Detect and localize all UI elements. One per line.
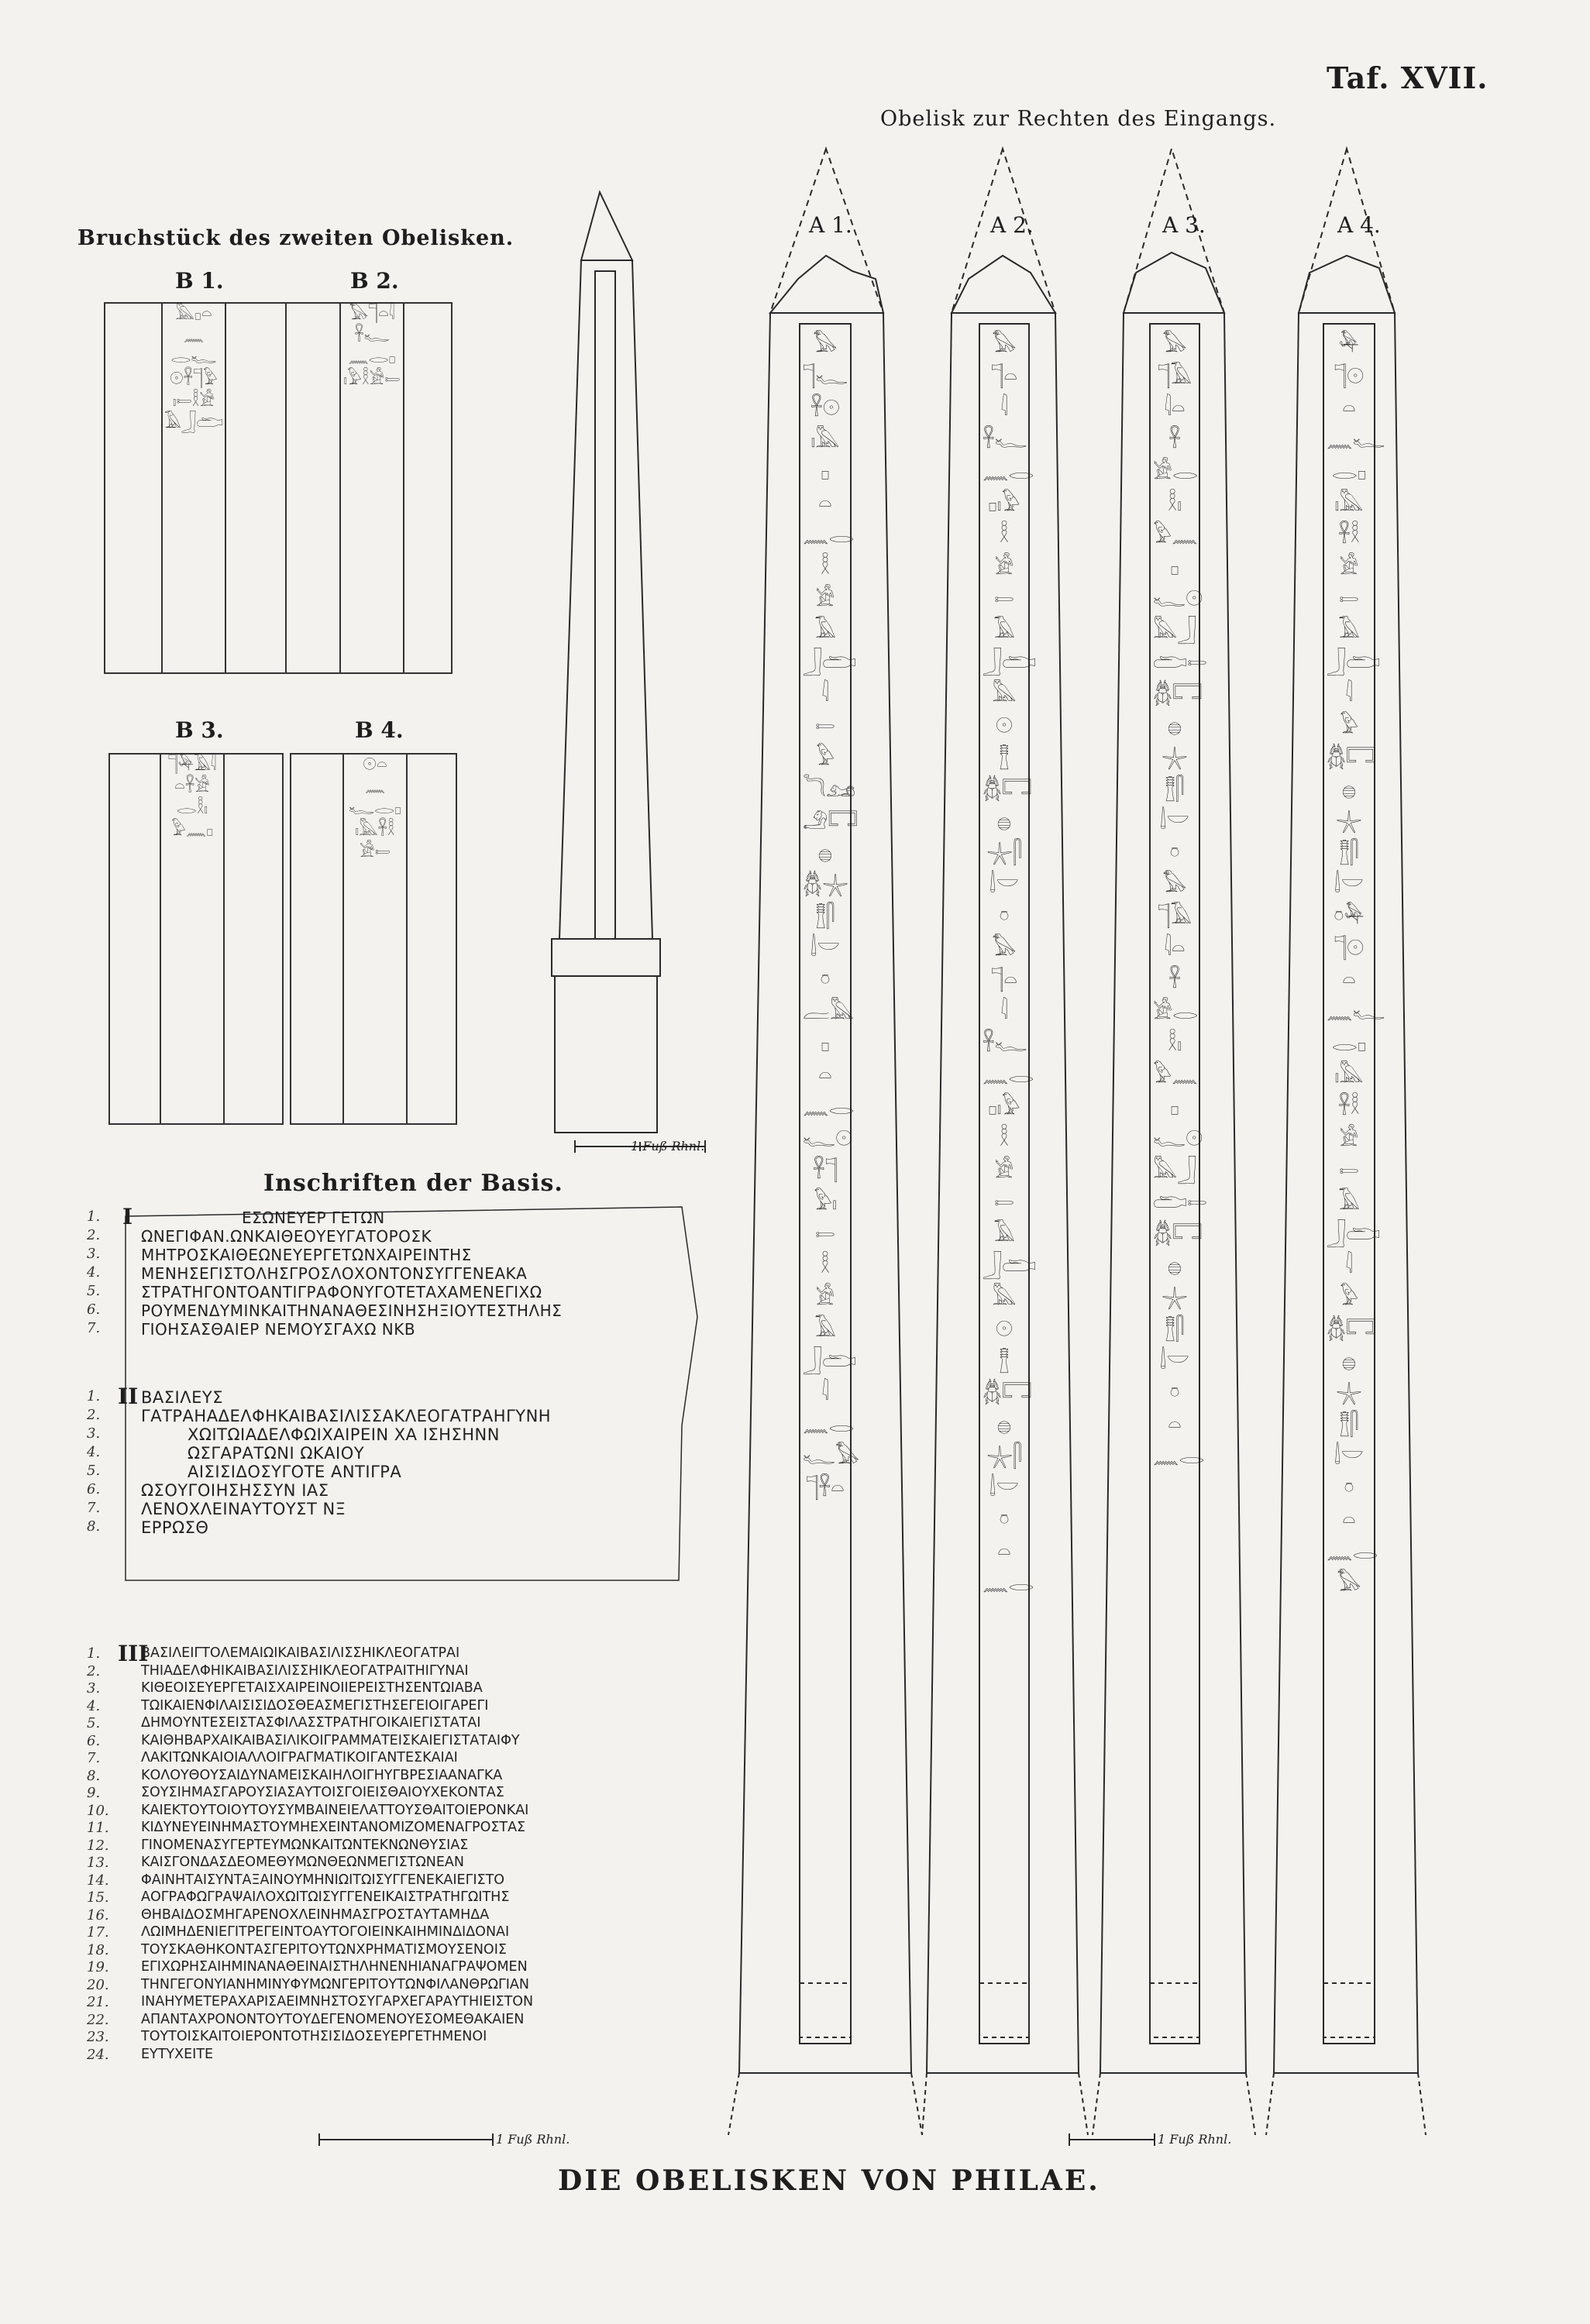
outline-obelisk-pyramidion: [581, 192, 632, 260]
fragment-heading: Bruchstück des zweiten Obelisken.: [77, 226, 515, 250]
hieroglyph-column: 𓇳𓏏𓈖𓆑𓂋𓊪𓏤𓅓𓋹𓎛𓀀𓍿: [342, 755, 408, 1123]
inscription-line: 15. ΑΟΓΡΑΦΩΓΡΑΨΑΙΛΟΧΩΙΤΩΙΣΥΓΓΕΝΕΙΚΑΙΣΤΡΑΤΗΓΩΙΤΗΣ: [87, 1889, 510, 1906]
obelisk-a3-hieroglyphs: 𓅃𓊹𓄿𓇋𓏏𓋹𓀀𓂋𓎛𓏤𓅱𓈖𓊪𓆑𓇳𓅓𓃀𓂧𓍿𓆣𓉐𓐍𓇼𓊽𓋴𓌃𓎟𓏌𓅃𓊹𓄿𓇋𓏏𓋹𓀀𓂋𓎛𓏤𓅱𓈖𓊪𓆑𓇳𓅓𓃀𓂧𓍿𓆣𓉐𓐍𓇼𓊽𓋴𓌃𓎟𓏌𓏏𓈖𓂋: [1153, 332, 1207, 1469]
fragment-label-b1: B 1.: [175, 268, 224, 294]
inscription-line: 19. ΕΓΙΧΩΡΗΣΑΙΗΜΙΝΑΝΑΘΕΙΝΑΙΣΤΗΛΗΝΕΝΗΙΑΝΑΓΡΑΨΟΜΕΝ: [87, 1959, 528, 1975]
scale-label-obelisks: 1 Fuß Rhnl.: [1158, 2132, 1232, 2147]
inscription-line: 8. ΚΟΛΟΥΘΟΥΣΑΙΔΥΝΑΜΕΙΣΚΑΙΗΛΟΙΓΗΥΓΒΡΕΣΙΑΑΝΑΓΚΑ: [87, 1767, 503, 1784]
fragment-label-b4: B 4.: [355, 717, 404, 743]
hieroglyph-column: 𓊹𓅆𓄿𓇋𓏏𓋹𓀀𓂋𓎛𓏤𓅱𓈖𓊪: [160, 755, 225, 1123]
base-inscriptions-heading: Inschriften der Basis.: [263, 1170, 563, 1197]
inscription-line: 17. ΛΩΙΜΗΔΕΝΙΕΓΙΤΡΕΓΕΙΝΤΟΑΥΤΟΓΟΙΕΙΝΚΑΙΗΜΙΝΔΙΔΟΝΑΙ: [87, 1924, 510, 1941]
inscription-line: 6. ΩΣΟΥΓΟΙΗΣΗΣΣΥΝ ΙΑΣ: [87, 1481, 329, 1500]
inscription-line: 12. ΓΙΝΟΜΕΝΑΣΥΓΕΡΤΕΥΜΩΝΚΑΙΤΩΝΤΕΚΝΩΝΘΥΣΙΑΣ: [87, 1837, 469, 1854]
obelisk-a4-hieroglyphs: 𓅆𓊹𓇳𓏏𓈖𓆑𓂋𓊪𓏤𓅓𓋹𓎛𓀀𓍿𓄿𓃀𓂧𓇋𓅱𓆣𓉐𓐍𓇼𓊽𓋴𓌃𓎟𓏌𓅆𓊹𓇳𓏏𓈖𓆑𓂋𓊪𓏤𓅓𓋹𓎛𓀀𓍿𓄿𓃀𓂧𓇋𓅱𓆣𓉐𓐍𓇼𓊽𓋴𓌃𓎟𓏌𓏏𓈖𓂋𓅃: [1327, 332, 1385, 1596]
inscription-line: 6. ΡΟΥΜΕΝΔΥΜΙΝΚΑΙΤΗΝΑΝΑΘΕΣΙΝΗΣΗΞΙΟΥΤΕΣΤΗΛΗΣ: [87, 1301, 563, 1320]
outline-obelisk-shaft: [559, 260, 652, 939]
outline-obelisk-plinth: [552, 939, 660, 976]
obelisk-a1-hieroglyphs: 𓅃𓊹𓆑𓋹𓇳𓏤𓅓𓊪𓏏𓈖𓂋𓎛𓀀𓄿𓃀𓂧𓇋𓍿𓅱𓆓𓃭𓄂𓉐𓐍𓆣𓇼𓊽𓋴𓌃𓎟𓏌𓐛𓅓𓊪𓏏𓈖𓂋𓆑𓇳𓋹𓊹𓅱𓏤𓍿𓎛𓀀𓄿𓃀𓂧𓇋𓈖𓂋𓆑𓅃𓊹𓋹𓏏: [803, 332, 860, 1501]
obelisk-label-a4: A 4.: [1337, 212, 1381, 238]
outline-obelisk-inner-band: [595, 271, 615, 939]
inscription-line: 24. ΕΥΤΥΧΕΙΤΕ: [87, 2046, 214, 2063]
obelisk-a2-hieroglyphs: 𓅃𓊹𓏏𓇋𓋹𓆑𓈖𓂋𓊪𓏤𓅱𓎛𓀀𓍿𓄿𓃀𓂧𓅓𓇳𓊽𓆣𓉐𓐍𓇼𓋴𓌃𓎟𓏌𓅃𓊹𓏏𓇋𓋹𓆑𓈖𓂋𓊪𓏤𓅱𓎛𓀀𓍿𓄿𓃀𓂧𓅓𓇳𓊽𓆣𓉐𓐍𓇼𓋴𓌃𓎟𓏌𓏏𓈖𓂋: [983, 332, 1037, 1596]
inscription-line: 7. ΓΙΟΗΣΑΣΘΑΙΕΡ ΝΕΜΟΥΣΓΑΧΩ ΝΚΒ: [87, 1320, 416, 1339]
inscription-line: 13. ΚΑΙΣΓΟΝΔΑΣΔΕΟΜΕΘΥΜΩΝΘΕΩΝΜΕΓΙΣΤΩΝΕΑΝ: [87, 1855, 464, 1871]
inscription-line: 18. ΤΟΥΣΚΑΘΗΚΟΝΤΑΣΓΕΡΙΤΟΥΤΩΝΧΡΗΜΑΤΙΣΜΟΥΣΕΝΟΙΣ: [87, 1941, 507, 1958]
inscription-line: 4. ΜΕΝΗΣΕΓΙΣΤΟΛΗΣΓΡΟΣΛΟΧΟΝΤΟΝΣΥΓΓΕΝΕΑΚΑ: [87, 1264, 528, 1283]
inscription-line: 7. ΛΑΚΙΤΩΝΚΑΙΟΙΑΛΛΟΙΓΡΑΓΜΑΤΙΚΟΙΓΑΝΤΕΣΚΑΙΑΙ: [87, 1750, 458, 1766]
inscription-line: 21. ΙΝΑΗΥΜΕΤΕΡΑΧΑΡΙΣΑΕΙΜΝΗΣΤΟΣΥΓΑΡΧΕΓΑΡΑΥΤΗΙΕΙΣΤΟΝ: [87, 1994, 534, 2010]
inscription-numeral: I: [122, 1204, 133, 1229]
inscription-line: 16. ΘΗΒΑΙΔΟΣΜΗΓΑΡΕΝΟΧΛΕΙΝΗΜΑΣΓΡΟΣΤΑΥΤΑΜΗΔΑ: [87, 1906, 490, 1923]
obelisk-label-a3: A 3.: [1162, 212, 1206, 238]
obelisk-heading: Obelisk zur Rechten des Eingangs.: [880, 107, 1277, 131]
inscription-line: 10. ΚΑΙΕΚΤΟΥΤΟΙΟΥΤΟΥΣΥΜΒΑΙΝΕΙΕΛΑΤΤΟΥΣΘΑΙΤΟΙΕΡΟΝΚΑΙ: [87, 1802, 529, 1819]
inscription-line: 5. ΑΙΣΙΣΙΔΟΣΥΓΟΤΕ ΑΝΤΙΓΡΑ: [87, 1463, 402, 1481]
inscription-line: 3. ΜΗΤΡΟΣΚΑΙΘΕΩΝΕΥΕΡΓΕΤΩΝΧΑΙΡΕΙΝΤΗΣ: [87, 1246, 472, 1264]
inscription-line: 8. ΕΡΡΩΣΘ: [87, 1518, 209, 1537]
inscription-line: 3. ΚΙΘΕΟΙΣΕΥΕΡΓΕΤΑΙΣΧΑΙΡΕΙΝΟΙΙΕΡΕΙΣΤΗΣΕΝΤΩΙΑΒΑ: [87, 1680, 483, 1697]
scale-label-outline: 1 Fuß Rhnl.: [631, 1139, 705, 1153]
inscription-line: 4. ΩΣΓΑΡΑΤΩΝΙ ΩΚΑΙΟΥ: [87, 1444, 365, 1463]
inscription-line: 14. ΦΑΙΝΗΤΑΙΣΥΝΤΑΞΑΙΝΟΥΜΗΝΙΩΙΤΩΙΣΥΓΓΕΝΕΚΑΙΕΓΙΣΤΟ: [87, 1872, 505, 1889]
inscription-line: 11. ΚΙΔΥΝΕΥΕΙΝΗΜΑΣΤΟΥΜΗΕΧΕΙΝΤΑΝΟΜΙΖΟΜΕΝΑΓΡΟΣΤΑΣ: [87, 1820, 526, 1836]
inscription-line: 2. ΓΑΤΡΑΗΑΔΕΛΦΗΚΑΙΒΑΣΙΛΙΣΣΑΚΛΕΟΓΑΤΡΑΗΓΥΝΗ: [87, 1407, 552, 1425]
inscription-line: 20. ΤΗΝΓΕΓΟΝΥΙΑΝΗΜΙΝΥΦΥΜΩΝΓΕΡΙΤΟΥΤΩΝΦΙΛΑΝΘΡΩΓΙΑΝ: [87, 1976, 529, 1993]
inscription-numeral: II: [118, 1384, 139, 1409]
inscription-line: 1. ΒΑΣΙΛΕΥΣ: [87, 1388, 223, 1407]
plate-title: DIE OBELISKEN VON PHILAE.: [558, 2164, 1100, 2197]
inscription-numeral: III: [118, 1641, 149, 1666]
inscription-line: 3. ΧΩΙΤΩΙΑΔΕΛΦΩΙΧΑΙΡΕΙΝ ΧΑ ΙΣΗΣΗΝΝ: [87, 1425, 500, 1444]
outline-obelisk-base: [555, 976, 657, 1133]
inscription-i: [87, 1204, 707, 1339]
inscription-line: 6. ΚΑΙΘΗΒΑΡΧΑΙΚΑΙΒΑΣΙΛΙΚΟΙΓΡΑΜΜΑΤΕΙΣΚΑΙΕΓΙΣΤΑΤΑΙΦΥ: [87, 1732, 520, 1749]
inscription-line: 5. ΔΗΜΟΥΝΤΕΣΕΙΣΤΑΣΦΙΛΑΣΣΤΡΑΤΗΓΟΙΚΑΙΕΓΙΣΤΑΤΑΙ: [87, 1715, 481, 1731]
inscription-line: 9. ΣΟΥΣΙΗΜΑΣΓΑΡΟΥΣΙΑΣΑΥΤΟΙΣΓΟΙΕΙΣΘΑΙΟΥΧΕΚΟΝΤΑΣ: [87, 1785, 504, 1801]
plate-number: Taf. XVII.: [1327, 60, 1488, 95]
inscription-line: 22. ΑΠΑΝΤΑΧΡΟΝΟΝΤΟΥΤΟΥΔΕΓΕΝΟΜΕΝΟΥΕΣΟΜΕΘΑΚΑΙΕΝ: [87, 2011, 525, 2028]
fragment-label-b2: B 2.: [350, 268, 399, 294]
inscription-iii: [87, 1641, 707, 2064]
inscription-line: 1. ΕΣΩΝΕΥΕΡ ΓΕΤΩΝ: [87, 1208, 385, 1227]
inscription-line: 7. ΛΕΝΟΧΛΕΙΝΑΥΤΟΥΣΤ ΝΞ: [87, 1500, 346, 1518]
hieroglyph-column: 𓅃𓊹𓏏𓇋𓋹𓆑𓈖𓂋𓊪𓏤𓅱𓎛𓀀𓍿: [339, 304, 404, 672]
inscription-line: 1. ΒΑΣΙΛΕΙΓΤΟΛΕΜΑΙΩΙΚΑΙΒΑΣΙΛΙΣΣΗΙΚΛΕΟΓΑΤΡΑΙ: [87, 1645, 460, 1662]
obelisk-label-a2: A 2.: [990, 212, 1034, 238]
inscription-line: 23. ΤΟΥΤΟΙΣΚΑΙΤΟΙΕΡΟΝΤΟΤΗΣΙΣΙΔΟΣΕΥΕΡΓΕΤΗΜΕΝΟΙ: [87, 2029, 487, 2045]
inscription-line: 4. ΤΩΙΚΑΙΕΝΦΙΛΑΙΣΙΣΙΔΟΣΘΕΑΣΜΕΓΙΣΤΗΣΕΓΕΙΟΙΓΑΡΕΓΙ: [87, 1697, 489, 1714]
fragment-label-b3: B 3.: [175, 717, 224, 743]
scale-label-inscription: 1 Fuß Rhnl.: [496, 2132, 570, 2147]
obelisk-label-a1: A 1.: [809, 212, 852, 238]
inscription-line: 2. ΤΗΙΑΔΕΛΦΗΙΚΑΙΒΑΣΙΛΙΣΣΗΙΚΛΕΟΓΑΤΡΑΙΤΗΙΓΥΝΑΙ: [87, 1662, 469, 1679]
inscription-ii: [87, 1384, 707, 1537]
inscription-line: 5. ΣΤΡΑΤΗΓΟΝΤΟΑΝΤΙΓΡΑΦΟΝΥΓΟΤΕΤΑΧΑΜΕΝΕΓΙΧΩ: [87, 1283, 542, 1301]
inscription-line: 2. ΩΝΕΓΙΦΑΝ.ΩΝΚΑΙΘΕΟΥΕΥΓΑΤΟΡΟΣΚ: [87, 1227, 432, 1246]
hieroglyph-column: 𓅓𓊪𓏏𓈖𓂋𓆑𓇳𓋹𓊹𓅱𓏤𓍿𓎛𓀀𓄿𓃀𓂧: [161, 304, 226, 672]
